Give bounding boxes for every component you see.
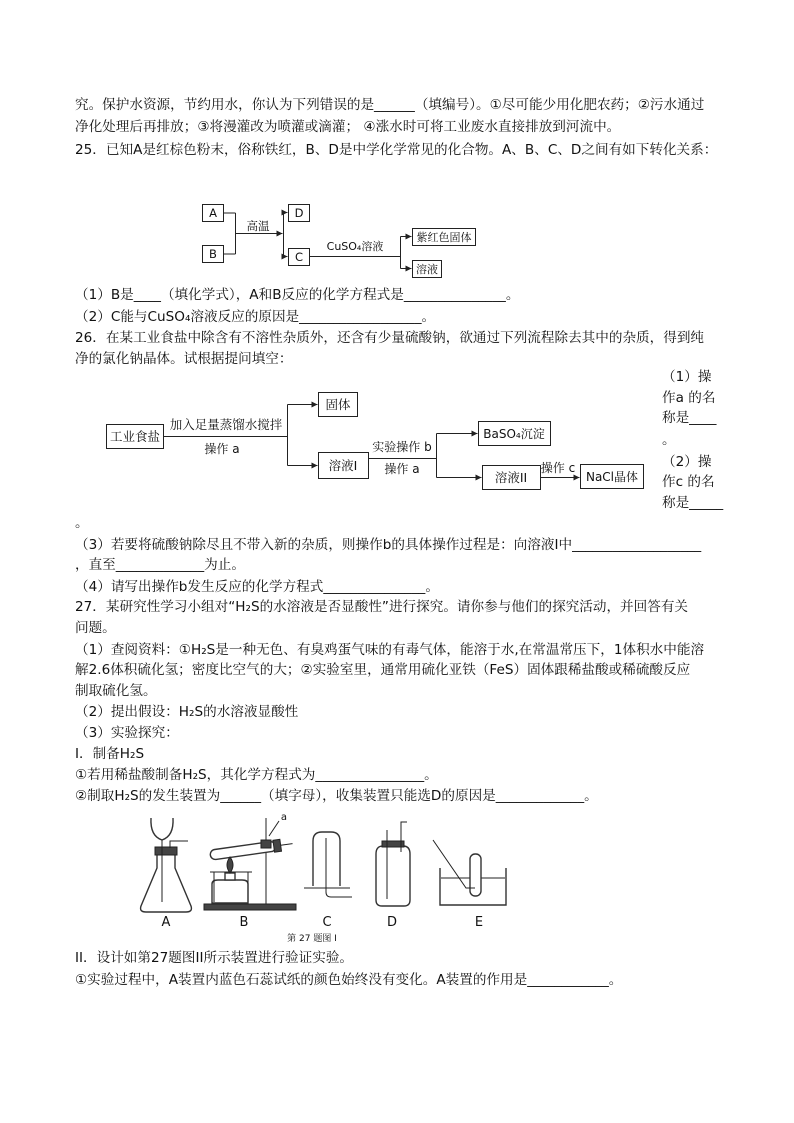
condition-label: 高温 — [246, 219, 270, 233]
operation-b-label: 实验操作 b — [372, 440, 432, 454]
precipitate-label: BaSO₄沉淀 — [483, 427, 545, 441]
clamp-label: a — [280, 812, 288, 823]
q25-conversion-diagram — [190, 195, 490, 285]
q26-period: 。 — [75, 515, 89, 531]
apparatus-c-bottle — [304, 832, 352, 897]
q26-side-line-3: 称是____ — [662, 410, 717, 426]
q24-line-1: 究。保护水资源，节约用水，你认为下列错误的是______（填编号）。①尽可能少用化肥农药；②污水通过 — [75, 97, 705, 113]
clamp-pointer-line — [269, 821, 279, 836]
q27-apparatus-figure — [125, 806, 520, 946]
q26-sub-3-line-2: ，直至_____________为止。 — [75, 557, 245, 573]
apparatus-label-b: B — [239, 915, 249, 930]
industrial-salt-label: 工业食盐 — [109, 429, 161, 444]
operation-c-label: 操作 c — [540, 461, 576, 475]
apparatus-e-water-trough — [433, 840, 506, 905]
q27-explore: （3）实验探究： — [75, 725, 179, 741]
box-d-label: D — [294, 206, 304, 220]
operation-a-label-2: 操作 a — [384, 462, 420, 476]
apparatus-a-flask — [141, 818, 192, 912]
q26-side-line-7: 称是_____ — [662, 495, 724, 511]
apparatus-label-e: E — [474, 915, 484, 930]
nacl-crystal-label: NaCl晶体 — [585, 470, 639, 484]
dissolve-label: 加入足量蒸馏水搅拌 — [169, 417, 283, 432]
q26-stem-2: 净的氯化钠晶体。试根据提问填空： — [75, 351, 293, 367]
q27-info-3: 制取硫化氢。 — [75, 683, 157, 699]
q27-hypothesis: （2）提出假设：H₂S的水溶液显酸性 — [75, 704, 299, 720]
figure-caption: 第 27 题图 I — [287, 934, 337, 944]
q27-question-3: ①实验过程中，A装置内蓝色石蕊试纸的颜色始终没有变化。A装置的作用是____________。 — [75, 972, 623, 988]
apparatus-label-a: A — [161, 915, 171, 930]
dissolve-line — [164, 405, 288, 466]
q27-question-2: ②制取H₂S的发生装置为______（填字母），收集装置只能选D的原因是_____________。 — [75, 788, 598, 804]
q26-side-line-5: （2）操 — [662, 454, 712, 470]
apparatus-d-gas-bottle — [376, 822, 410, 906]
solid-label: 固体 — [325, 397, 351, 412]
q27-part-2-title: II．设计如第27题图II所示装置进行验证实验。 — [75, 950, 354, 966]
apparatus-label-d: D — [386, 915, 398, 930]
q25-stem: 25．已知A是红棕色粉末，俗称铁红，B、D是中学化学常见的化合物。A、B、C、D之间有如下转化关系： — [75, 142, 718, 158]
q27-stem-2: 问题。 — [75, 620, 116, 636]
q26-side-line-2: 作a 的名 — [662, 390, 716, 406]
q26-stem-1: 26．在某工业食盐中除含有不溶性杂质外，还含有少量硫酸钠，欲通过下列流程除去其中的杂质，得到纯 — [75, 330, 705, 346]
reactant-bracket — [224, 213, 236, 254]
apparatus-b-heating-setup — [204, 818, 296, 910]
q26-side-line-6: 作c 的名 — [662, 474, 715, 490]
box-a-label: A — [209, 206, 217, 220]
reagent-label: CuSO₄溶液 — [326, 240, 384, 253]
q27-part-1-title: I．制备H₂S — [75, 746, 145, 762]
q27-info-1: （1）查阅资料：①H₂S是一种无色、有臭鸡蛋气味的有毒气体，能溶于水,在常温常压下，1体积水中能溶 — [75, 642, 705, 658]
q26-flow-diagram — [100, 385, 650, 495]
q26-sub-4: （4）请写出操作b发生反应的化学方程式_______________。 — [75, 579, 439, 595]
operation-a-label-1: 操作 a — [204, 442, 240, 456]
solid-label: 紫红色固体 — [416, 231, 472, 244]
q27-stem-1: 27．某研究性学习小组对“H₂S的水溶液是否显酸性”进行探究。请你参与他们的探究活动，并回答有关 — [75, 599, 689, 615]
solution-label: 溶液 — [416, 263, 438, 276]
q27-question-1: ①若用稀盐酸制备H₂S，其化学方程式为________________。 — [75, 767, 438, 783]
q27-info-2: 解2.6体积硫化氢；密度比空气的大；②实验室里，通常用硫化亚铁（FeS）固体跟稀盐酸或稀硫酸反应 — [75, 662, 691, 678]
q25-sub-1: （1）B是____（填化学式），A和B反应的化学方程式是_______________。 — [75, 287, 520, 303]
box-b-label: B — [209, 247, 217, 261]
q24-line-2: 净化处理后再排放；③将漫灌改为喷灌或滴灌； ④涨水时可将工业废水直接排放到河流中。 — [75, 119, 621, 135]
q26-side-line-1: （1）操 — [662, 369, 712, 385]
q26-sub-3-line-1: （3）若要将硫酸钠除尽且不带入新的杂质，则操作b的具体操作过程是：向溶液I中___________________ — [75, 537, 702, 553]
apparatus-label-c: C — [322, 915, 332, 930]
q25-sub-2: （2）C能与CuSO₄溶液反应的原因是__________________。 — [75, 309, 436, 325]
solution-2-label: 溶液II — [494, 470, 528, 485]
box-c-label: C — [294, 250, 304, 264]
solution-1-label: 溶液I — [328, 458, 358, 473]
q26-side-line-4: 。 — [662, 432, 676, 448]
